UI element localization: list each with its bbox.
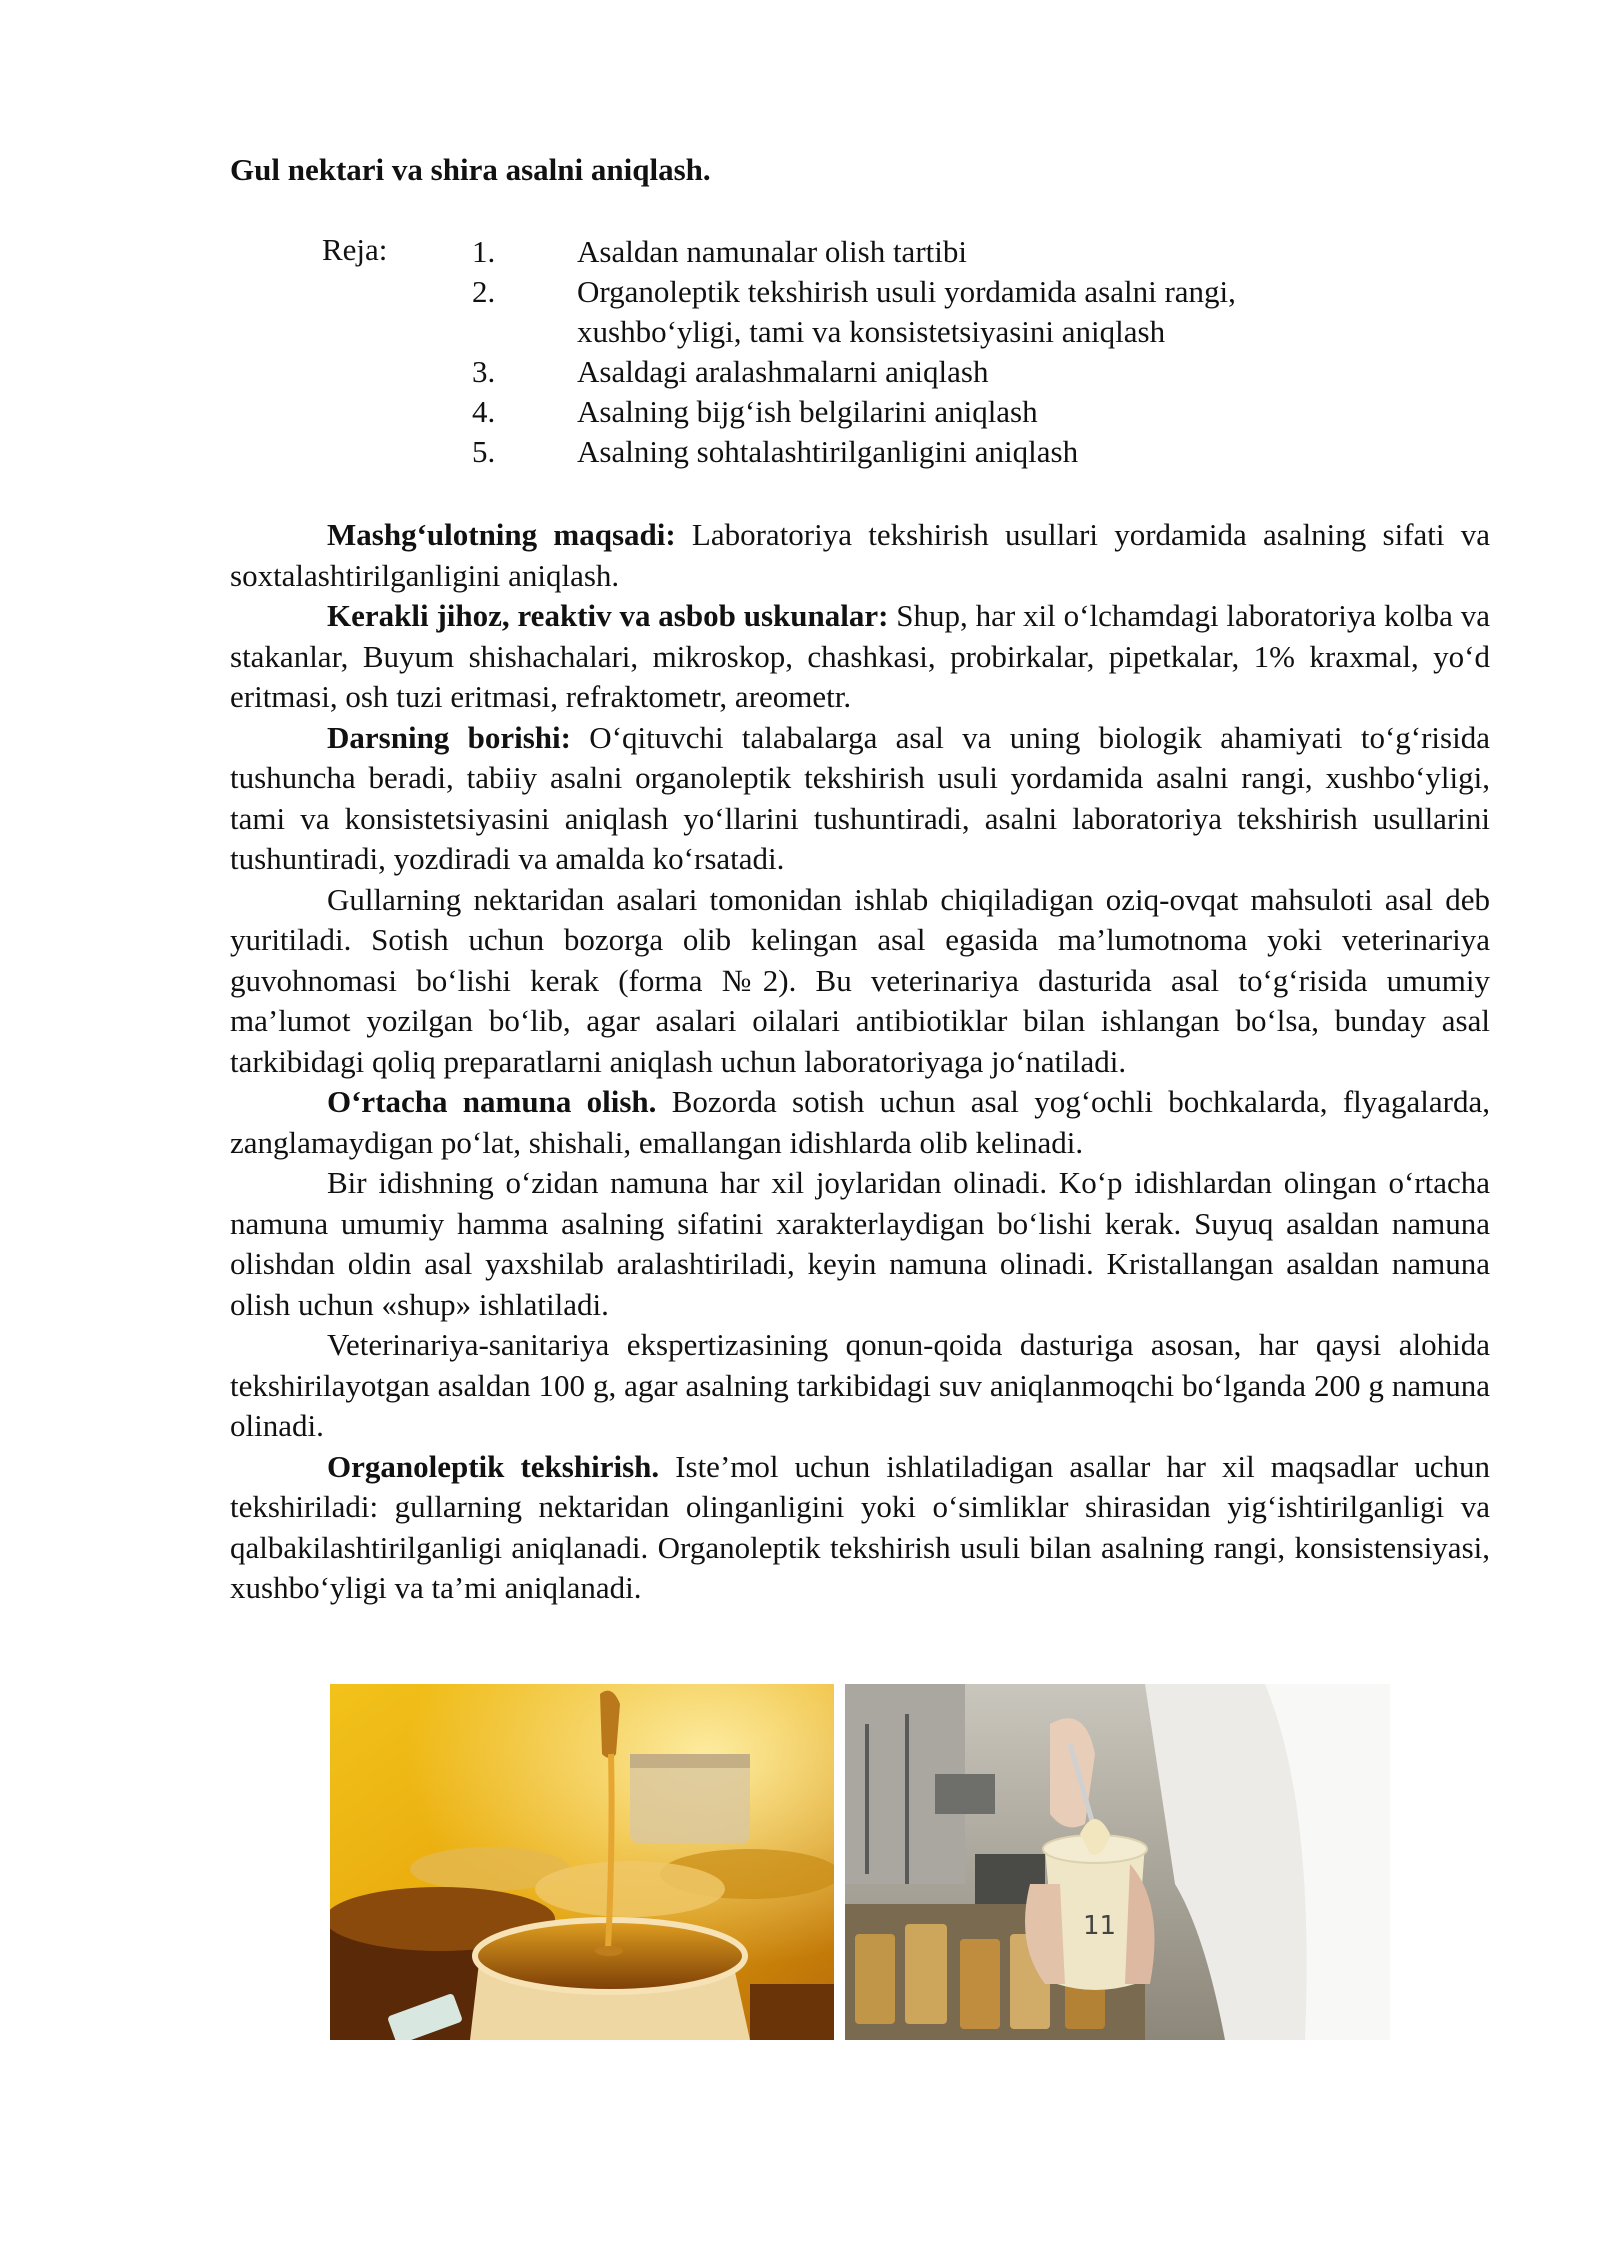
plan-text: Asaldan namunalar olish tartibi bbox=[577, 234, 967, 269]
paragraph-text: Shup, har xil o‘lchamdagi laboratoriya kolba va stakanlar, Buyum shishachalari, mikroskop, chashkasi, probirkalar, pipetkalar, 1% kraxmal, yo‘d eritmasi, osh tuzi eritmasi, refraktometr, areometr. bbox=[230, 598, 1491, 714]
honey-jars-illustration bbox=[330, 1684, 834, 2040]
sample-label: 11 bbox=[1083, 1911, 1117, 1941]
plan-item-2 bbox=[472, 272, 1522, 352]
paragraph-text: Veterinariya-sanitariya ekspertizasining qonun-qoida dasturiga asosan, har qaysi alohida tekshirilayotgan asaldan 100 g, agar asalning tarkibidagi suv aniqlanmoqchi bo‘lganda 200 g namuna olinadi. bbox=[230, 1327, 1490, 1443]
honey-jars-photo bbox=[330, 1684, 834, 2040]
paragraph-text: Iste’mol uchun ishlatiladigan asallar har xil maqsadlar uchun tekshiriladi: gullarning nektaridan olinganligini yoki o‘simliklar shirasidan yig‘ishtirilganligi va qalbakilashtirilganligi aniqlanadi. Organoleptik tekshirish usuli bilan asalning rangi, konsistensiyasi, xushbo‘yligi va ta’mi aniqlanadi. bbox=[230, 1448, 1490, 1605]
paragraph-organoleptic bbox=[230, 1447, 1490, 1609]
paragraph-honey-definition bbox=[230, 880, 1490, 1083]
paragraph-heading: Darsning borishi: bbox=[327, 719, 571, 755]
plan-item-3 bbox=[472, 352, 1522, 392]
plan-text: Asaldagi aralashmalarni aniqlash bbox=[577, 354, 989, 389]
paragraph-text: Laboratoriya tekshirish usullari yordamida asalning sifati va soxtalashtirilganligini aniqlash. bbox=[230, 517, 1490, 593]
paragraph-equipment bbox=[230, 596, 1490, 718]
paragraph-text: Bozorda sotish uchun asal yog‘ochli bochkalarda, flyagalarda, zanglamaydigan po‘lat, shishali, emallangan idishlarda olib kelinadi. bbox=[230, 1084, 1490, 1160]
paragraph-heading: Organoleptik tekshirish. bbox=[327, 1448, 660, 1484]
plan-number: 1. bbox=[472, 234, 496, 269]
plan-number: 5. bbox=[472, 434, 496, 469]
paragraph-goal bbox=[230, 515, 1490, 596]
paragraph-text: Bir idishning o‘zidan namuna har xil joylaridan olinadi. Ko‘p idishlardan olingan o‘rtacha namuna umumiy hamma asalning sifatini xarakterlaydigan bo‘lishi kerak. Suyuq asaldan namuna olishdan oldin asal yaxshilab aralashtiriladi, keyin namuna olinadi. Kristallangan asaldan namuna olish uchun «shup» ishlatiladi. bbox=[230, 1165, 1490, 1322]
plan-item-4 bbox=[472, 392, 1522, 432]
paragraph-heading: O‘rtacha namuna olish. bbox=[327, 1084, 657, 1119]
paragraph-sample-size bbox=[230, 1325, 1490, 1447]
paragraph-heading: Mashg‘ulotning maqsadi: bbox=[327, 517, 676, 552]
paragraph-lesson-flow bbox=[230, 718, 1490, 880]
paragraph-heading: Kerakli jihoz, reaktiv va asbob uskunalar: bbox=[327, 598, 889, 633]
plan-number: 4. bbox=[472, 394, 496, 429]
plan-label: Reja: bbox=[322, 232, 388, 267]
plan-text: Asalning bijg‘ish belgilarini aniqlash bbox=[577, 394, 1038, 429]
plan-text: Organoleptik tekshirish usuli yordamida asalni rangi, xushbo‘yligi, tami va konsistetsiyasini aniqlash bbox=[577, 274, 1236, 349]
photo-row bbox=[330, 1684, 1390, 2040]
plan-item-5 bbox=[472, 432, 1522, 472]
plan-list bbox=[472, 232, 1522, 472]
lab-sample-illustration bbox=[845, 1684, 1390, 2040]
paragraph-text: Gullarning nektaridan asalari tomonidan ishlab chiqiladigan oziq-ovqat mahsuloti asal deb yuritiladi. Sotish uchun bozorga olib kelingan asal egasida ma’lumotnoma yoki veterinariya guvohnomasi bo‘lishi kerak (forma №2). Bu veterinariya dasturida asal to‘g‘risida umumiy ma’lumot yozilgan bo‘lib, agar asalari oilalari antibiotiklar bilan ishlangan bo‘lsa, bunday asal tarkibidagi qoliq preparatlarni aniqlash uchun laboratoriyaga jo‘natiladi. bbox=[230, 881, 1490, 1079]
plan-number: 2. bbox=[472, 274, 496, 309]
plan-text: Asalning sohtalashtirilganligini aniqlash bbox=[577, 434, 1079, 469]
lab-sample-photo bbox=[845, 1684, 1390, 2040]
page-title: Gul nektari va shira asalni aniqlash. bbox=[230, 152, 711, 187]
document-body bbox=[230, 515, 1490, 1609]
paragraph-sampling bbox=[230, 1163, 1490, 1325]
paragraph-text: O‘qituvchi talabalarga asal va uning biologik ahamiyati to‘g‘risida tushuncha beradi, tabiiy asalni organoleptik tekshirish usuli yordamida asalni rangi, xushbo‘yligi, tami va konsistetsiyasini aniqlash yo‘llarini tushuntiradi, asalni laboratoriya tekshirish usullarini tushuntiradi, yozdiradi va amalda ko‘rsatadi. bbox=[230, 719, 1490, 876]
plan-item-1 bbox=[472, 232, 1522, 272]
paragraph-average-sample bbox=[230, 1082, 1490, 1163]
plan-number: 3. bbox=[472, 354, 496, 389]
